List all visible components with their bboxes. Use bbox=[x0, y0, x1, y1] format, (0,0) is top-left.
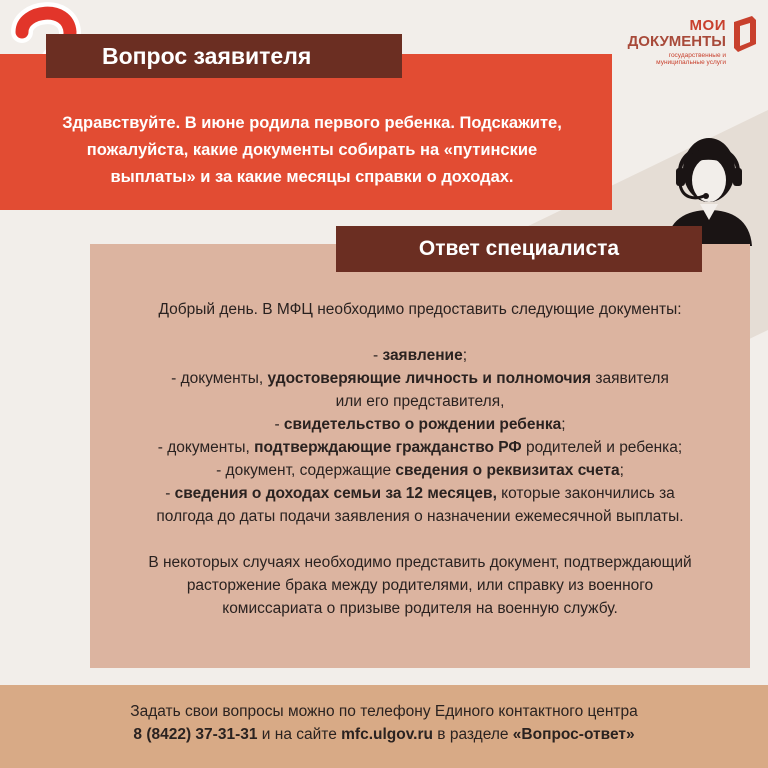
logo-subtitle: государственные и муниципальные услуги bbox=[656, 52, 726, 66]
answer-item-account-details: - документ, содержащие сведения о реквизитах счета; bbox=[216, 462, 624, 479]
logo-text-dokumenty: ДОКУМЕНТЫ bbox=[627, 33, 726, 50]
footer-phone[interactable]: 8 (8422) 37-31-31 bbox=[133, 726, 258, 743]
answer-note-line: комиссариата о призыве родителя на военную службу. bbox=[222, 600, 618, 617]
question-line: Здравствуйте. В июне родила первого ребенка. Подскажите, bbox=[62, 114, 562, 132]
footer-contacts: 8 (8422) 37-31-31 и на сайте mfc.ulgov.ru в разделе «Вопрос-ответ» bbox=[133, 726, 635, 743]
answer-item-identity: - документы, удостоверяющие личность и полномочия заявителя bbox=[171, 370, 669, 387]
answer-heading: Ответ специалиста bbox=[336, 226, 702, 272]
answer-intro: Добрый день. В МФЦ необходимо предоставить следующие документы: bbox=[158, 301, 682, 318]
footer-site-link[interactable]: mfc.ulgov.ru bbox=[341, 726, 433, 743]
answer-item-application: - заявление; bbox=[372, 347, 468, 364]
moi-dokumenty-logo bbox=[622, 10, 760, 72]
question-line: пожалуйста, какие документы собирать на «путинские bbox=[86, 141, 538, 159]
answer-item-birth-certificate: - свидетельство о рождении ребенка; bbox=[274, 416, 566, 433]
logo-emblem-icon bbox=[730, 14, 760, 54]
answer-item-income-cont: полгода до даты подачи заявления о назначении ежемесячной выплаты. bbox=[156, 508, 684, 525]
answer-item-identity-cont: или его представителя, bbox=[335, 393, 505, 410]
answer-item-citizenship: - документы, подтверждающие гражданство РФ родителей и ребенка; bbox=[157, 439, 683, 456]
question-text bbox=[14, 110, 610, 191]
logo-text-moi: МОИ bbox=[689, 17, 726, 34]
answer-note-line: В некоторых случаях необходимо представить документ, подтверждающий bbox=[148, 554, 692, 571]
answer-item-income: - сведения о доходах семьи за 12 месяцев, которые закончились за bbox=[165, 485, 675, 502]
footer-line: Задать свои вопросы можно по телефону Единого контактного центра bbox=[130, 703, 638, 720]
footer-text bbox=[0, 700, 768, 746]
footer-section-link[interactable]: «Вопрос-ответ» bbox=[512, 726, 635, 743]
answer-text bbox=[90, 298, 750, 620]
question-line: выплаты» и за какие месяцы справки о доходах. bbox=[110, 168, 514, 186]
question-heading: Вопрос заявителя bbox=[46, 34, 402, 78]
answer-note-line: расторжение брака между родителями, или справку из военного bbox=[186, 577, 654, 594]
